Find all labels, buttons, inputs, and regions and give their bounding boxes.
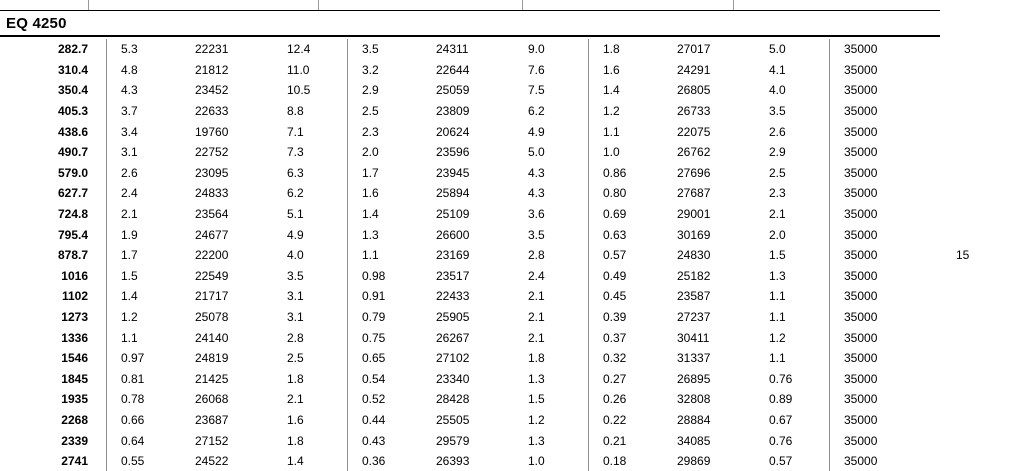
cell-g3-a: 1.0 xyxy=(603,145,620,160)
cell-extra xyxy=(934,204,1026,225)
cell-g1-b: 23687 xyxy=(195,412,229,427)
cell-g1-c: 1.8 xyxy=(287,433,304,448)
cell-g1-b: 24677 xyxy=(195,227,229,242)
cell-g1-b: 23564 xyxy=(195,207,229,222)
cell-g2-a: 0.79 xyxy=(362,310,386,325)
cell-g3-a: 0.45 xyxy=(603,289,627,304)
table-row xyxy=(0,266,1026,287)
cell-extra xyxy=(934,142,1026,163)
cell-g3-a: 0.80 xyxy=(603,186,627,201)
cell-g3-c: 0.67 xyxy=(769,412,793,427)
cell-g1-b: 22752 xyxy=(195,145,229,160)
column-divider xyxy=(522,0,523,10)
cell-final: 35000 xyxy=(844,371,878,386)
row-label-cell: 878.7 xyxy=(57,248,88,263)
cell-g2-c: 1.3 xyxy=(528,371,545,386)
cell-g1-c: 1.8 xyxy=(287,371,304,386)
table-body xyxy=(0,39,1026,471)
cell-g1-a: 3.4 xyxy=(121,124,138,139)
cell-g2-a: 0.36 xyxy=(362,454,386,469)
cell-extra: 15 xyxy=(956,248,970,263)
cell-g3-b: 26895 xyxy=(677,371,711,386)
row-label-cell: 490.7 xyxy=(57,145,88,160)
cell-g1-a: 1.4 xyxy=(121,289,138,304)
cell-g1-b: 24140 xyxy=(195,330,229,345)
column-divider xyxy=(88,0,89,10)
row-label-cell: 1273 xyxy=(61,310,88,325)
cell-g1-a: 0.81 xyxy=(121,371,145,386)
cell-g2-b: 23596 xyxy=(436,145,470,160)
cell-g2-c: 4.3 xyxy=(528,186,545,201)
cell-g2-b: 22644 xyxy=(436,62,470,77)
cell-g2-b: 23340 xyxy=(436,371,470,386)
cell-g3-b: 34085 xyxy=(677,433,711,448)
cell-g2-b: 25109 xyxy=(436,207,470,222)
column-divider xyxy=(733,0,734,10)
cell-g3-b: 27696 xyxy=(677,165,711,180)
cell-extra xyxy=(934,60,1026,81)
cell-g3-c: 1.1 xyxy=(769,310,786,325)
cell-g3-c: 0.76 xyxy=(769,433,793,448)
cell-g3-a: 0.63 xyxy=(603,227,627,242)
cell-g2-b: 25905 xyxy=(436,310,470,325)
cell-g2-a: 1.7 xyxy=(362,165,379,180)
cell-g3-c: 1.2 xyxy=(769,330,786,345)
table-row xyxy=(0,389,1026,410)
cell-final: 35000 xyxy=(844,412,878,427)
cell-g3-c: 2.0 xyxy=(769,227,786,242)
row-label-cell: 350.4 xyxy=(57,83,88,98)
cell-g3-c: 1.5 xyxy=(769,248,786,263)
cell-g2-a: 0.44 xyxy=(362,412,386,427)
cell-g3-b: 23587 xyxy=(677,289,711,304)
row-label-cell: 1546 xyxy=(61,351,88,366)
cell-g2-b: 23517 xyxy=(436,268,470,283)
cell-g2-b: 26600 xyxy=(436,227,470,242)
cell-g1-a: 1.1 xyxy=(121,330,138,345)
cell-g2-c: 2.1 xyxy=(528,330,545,345)
cell-g1-b: 21425 xyxy=(195,371,229,386)
cell-g1-a: 0.64 xyxy=(121,433,145,448)
cell-g2-c: 7.6 xyxy=(528,62,545,77)
cell-g1-b: 22200 xyxy=(195,248,229,263)
cell-g1-a: 2.6 xyxy=(121,165,138,180)
row-label-cell: 724.8 xyxy=(57,207,88,222)
cell-g3-a: 0.39 xyxy=(603,310,627,325)
cell-extra xyxy=(934,410,1026,431)
cell-g3-b: 27237 xyxy=(677,310,711,325)
cell-g3-a: 0.32 xyxy=(603,351,627,366)
table-row xyxy=(0,369,1026,390)
cell-g2-b: 23809 xyxy=(436,104,470,119)
cell-final: 35000 xyxy=(844,227,878,242)
page-title: EQ 4250 xyxy=(6,14,67,32)
cell-g1-b: 27152 xyxy=(195,433,229,448)
cell-g2-c: 6.2 xyxy=(528,104,545,119)
cell-g2-b: 25894 xyxy=(436,186,470,201)
table-row xyxy=(0,451,1026,471)
cell-g1-c: 7.1 xyxy=(287,124,304,139)
cell-g3-b: 30411 xyxy=(677,330,710,345)
cell-g1-b: 22231 xyxy=(195,42,229,57)
row-label-cell: 310.4 xyxy=(57,62,88,77)
cell-g3-b: 29869 xyxy=(677,454,711,469)
cell-final: 35000 xyxy=(844,145,878,160)
cell-final: 35000 xyxy=(844,289,878,304)
cell-g2-a: 2.9 xyxy=(362,83,379,98)
cell-g3-b: 29001 xyxy=(677,207,711,222)
cell-g2-b: 24311 xyxy=(436,42,469,57)
cell-final: 35000 xyxy=(844,248,878,263)
cell-extra xyxy=(934,369,1026,390)
cell-g2-a: 2.5 xyxy=(362,104,379,119)
cell-extra xyxy=(934,121,1026,142)
cell-g1-c: 1.6 xyxy=(287,412,304,427)
cell-g3-a: 1.4 xyxy=(603,83,620,98)
cell-g2-a: 1.1 xyxy=(362,248,379,263)
cell-g2-a: 1.3 xyxy=(362,227,379,242)
cell-g3-a: 0.18 xyxy=(603,454,627,469)
cell-g3-b: 26805 xyxy=(677,83,711,98)
cell-g1-a: 1.7 xyxy=(121,248,138,263)
cell-g2-c: 1.0 xyxy=(528,454,545,469)
cell-g3-c: 1.1 xyxy=(769,289,786,304)
cell-extra xyxy=(934,451,1026,471)
cell-g1-a: 0.97 xyxy=(121,351,145,366)
cell-g2-a: 0.91 xyxy=(362,289,386,304)
cell-g3-c: 2.3 xyxy=(769,186,786,201)
cell-g2-a: 1.6 xyxy=(362,186,379,201)
data-table xyxy=(0,39,1026,471)
table-row xyxy=(0,286,1026,307)
cell-extra xyxy=(934,266,1026,287)
cell-g2-c: 5.0 xyxy=(528,145,545,160)
cell-g3-c: 1.1 xyxy=(769,351,786,366)
cell-g2-c: 4.9 xyxy=(528,124,545,139)
cell-final: 35000 xyxy=(844,433,878,448)
cell-g1-a: 3.7 xyxy=(121,104,138,119)
cell-g3-c: 0.57 xyxy=(769,454,793,469)
cell-g1-b: 24819 xyxy=(195,351,229,366)
cell-g1-b: 25078 xyxy=(195,310,229,325)
table-row xyxy=(0,163,1026,184)
cell-g1-c: 3.1 xyxy=(287,289,304,304)
cell-g2-c: 2.8 xyxy=(528,248,545,263)
row-label-cell: 1016 xyxy=(61,268,88,283)
cell-g3-b: 32808 xyxy=(677,392,711,407)
cell-final: 35000 xyxy=(844,454,878,469)
cell-g3-a: 0.69 xyxy=(603,207,627,222)
cell-g2-b: 25059 xyxy=(436,83,470,98)
cell-g1-a: 4.3 xyxy=(121,83,138,98)
cell-g3-b: 27017 xyxy=(677,42,711,57)
cell-extra xyxy=(934,80,1026,101)
cell-g1-b: 24833 xyxy=(195,186,229,201)
cell-g1-c: 6.2 xyxy=(287,186,304,201)
cell-g3-c: 2.6 xyxy=(769,124,786,139)
cell-g1-c: 3.1 xyxy=(287,310,304,325)
table-row xyxy=(0,327,1026,348)
cell-g3-a: 0.22 xyxy=(603,412,627,427)
cell-g2-c: 4.3 xyxy=(528,165,545,180)
cell-g2-c: 1.8 xyxy=(528,351,545,366)
cell-g3-a: 0.57 xyxy=(603,248,627,263)
cell-g2-b: 26267 xyxy=(436,330,470,345)
row-label-cell: 1336 xyxy=(61,330,88,345)
cell-g1-a: 0.66 xyxy=(121,412,145,427)
cell-final: 35000 xyxy=(844,62,878,77)
cell-g1-c: 6.3 xyxy=(287,165,304,180)
cell-g2-a: 2.0 xyxy=(362,145,379,160)
cell-g2-b: 20624 xyxy=(436,124,470,139)
table-row xyxy=(0,430,1026,451)
cell-final: 35000 xyxy=(844,186,878,201)
cell-g1-b: 24522 xyxy=(195,454,229,469)
table-row xyxy=(0,121,1026,142)
cell-extra xyxy=(934,286,1026,307)
cell-g1-c: 3.5 xyxy=(287,268,304,283)
cell-g1-b: 22549 xyxy=(195,268,229,283)
cell-g1-a: 3.1 xyxy=(121,145,138,160)
cell-g1-c: 2.8 xyxy=(287,330,304,345)
cell-g1-a: 0.78 xyxy=(121,392,145,407)
cell-g3-b: 26733 xyxy=(677,104,711,119)
cell-extra xyxy=(934,183,1026,204)
cell-g2-c: 1.2 xyxy=(528,412,545,427)
cell-g3-b: 31337 xyxy=(677,351,711,366)
cell-g3-b: 24291 xyxy=(677,62,711,77)
cell-g3-a: 0.26 xyxy=(603,392,627,407)
cell-g1-a: 4.8 xyxy=(121,62,138,77)
column-divider xyxy=(318,0,319,10)
cell-final: 35000 xyxy=(844,104,878,119)
cell-extra xyxy=(934,39,1026,60)
cell-g1-b: 23095 xyxy=(195,165,229,180)
cell-g1-a: 5.3 xyxy=(121,42,138,57)
cell-g2-a: 3.2 xyxy=(362,62,379,77)
cell-g2-c: 2.1 xyxy=(528,310,545,325)
cell-g2-b: 28428 xyxy=(436,392,470,407)
cell-g2-b: 29579 xyxy=(436,433,470,448)
cell-g3-b: 30169 xyxy=(677,227,711,242)
cell-g1-b: 23452 xyxy=(195,83,229,98)
cell-g2-c: 9.0 xyxy=(528,42,545,57)
cell-g3-a: 0.49 xyxy=(603,268,627,283)
cell-g1-a: 1.2 xyxy=(121,310,138,325)
cell-g1-b: 19760 xyxy=(195,124,229,139)
cell-extra xyxy=(934,348,1026,369)
table-row xyxy=(0,60,1026,81)
cell-g3-a: 0.21 xyxy=(603,433,627,448)
cell-g3-a: 1.1 xyxy=(603,124,620,139)
cell-g1-c: 5.1 xyxy=(287,207,304,222)
cell-g3-b: 24830 xyxy=(677,248,711,263)
cell-g2-c: 1.3 xyxy=(528,433,545,448)
table-row xyxy=(0,307,1026,328)
table-row xyxy=(0,183,1026,204)
cell-g2-b: 23169 xyxy=(436,248,470,263)
cell-g2-c: 1.5 xyxy=(528,392,545,407)
row-label-cell: 2339 xyxy=(61,433,88,448)
cell-extra xyxy=(934,389,1026,410)
table-row xyxy=(0,142,1026,163)
cell-g3-a: 1.6 xyxy=(603,62,620,77)
row-label-cell: 2268 xyxy=(61,412,88,427)
cell-final: 35000 xyxy=(844,351,878,366)
cell-final: 35000 xyxy=(844,207,878,222)
cell-extra xyxy=(934,430,1026,451)
cell-g3-c: 4.0 xyxy=(769,83,786,98)
cell-g2-a: 0.43 xyxy=(362,433,386,448)
cell-g3-b: 22075 xyxy=(677,124,711,139)
cell-extra xyxy=(934,307,1026,328)
cell-g2-a: 2.3 xyxy=(362,124,379,139)
cell-g3-a: 0.37 xyxy=(603,330,627,345)
cell-g1-a: 1.5 xyxy=(121,268,138,283)
table-row xyxy=(0,245,1026,266)
cell-g1-b: 22633 xyxy=(195,104,229,119)
row-label-cell: 438.6 xyxy=(57,124,88,139)
cell-g2-b: 23945 xyxy=(436,165,470,180)
cell-g3-c: 2.5 xyxy=(769,165,786,180)
cell-g1-c: 8.8 xyxy=(287,104,304,119)
cell-g1-b: 21812 xyxy=(195,62,229,77)
table-row xyxy=(0,410,1026,431)
cell-g2-a: 0.52 xyxy=(362,392,386,407)
section-title-bar xyxy=(0,11,940,37)
cell-extra xyxy=(934,101,1026,122)
cell-g1-b: 26068 xyxy=(195,392,229,407)
row-label-cell: 1102 xyxy=(61,289,88,304)
cell-final: 35000 xyxy=(844,330,878,345)
row-label-cell: 627.7 xyxy=(57,186,88,201)
cell-g1-a: 2.1 xyxy=(121,207,138,222)
cell-g2-c: 2.4 xyxy=(528,268,545,283)
cell-extra xyxy=(934,327,1026,348)
cell-g2-a: 0.98 xyxy=(362,268,386,283)
cell-g2-c: 3.6 xyxy=(528,207,545,222)
row-label-cell: 2741 xyxy=(61,454,88,469)
cell-g2-a: 1.4 xyxy=(362,207,379,222)
cell-g3-c: 4.1 xyxy=(769,62,786,77)
cell-extra xyxy=(934,224,1026,245)
cell-g2-a: 0.65 xyxy=(362,351,386,366)
cell-g3-c: 5.0 xyxy=(769,42,786,57)
cell-final: 35000 xyxy=(844,83,878,98)
cell-g3-a: 1.8 xyxy=(603,42,620,57)
cell-extra xyxy=(934,163,1026,184)
cell-g2-b: 27102 xyxy=(436,351,470,366)
cell-g2-b: 25505 xyxy=(436,412,470,427)
cell-g2-a: 0.54 xyxy=(362,371,386,386)
cell-g3-c: 2.1 xyxy=(769,207,786,222)
cell-g3-b: 28884 xyxy=(677,412,711,427)
row-label-cell: 405.3 xyxy=(57,104,88,119)
cell-g3-c: 0.89 xyxy=(769,392,793,407)
table-row xyxy=(0,224,1026,245)
cell-g1-c: 2.1 xyxy=(287,392,304,407)
cell-final: 35000 xyxy=(844,124,878,139)
cell-g1-c: 4.9 xyxy=(287,227,304,242)
cell-g2-b: 26393 xyxy=(436,454,470,469)
cell-g2-c: 7.5 xyxy=(528,83,545,98)
cell-g2-b: 22433 xyxy=(436,289,470,304)
cell-g3-c: 2.9 xyxy=(769,145,786,160)
cell-g1-a: 1.9 xyxy=(121,227,138,242)
table-row xyxy=(0,39,1026,60)
top-partial-row-strip xyxy=(0,0,940,11)
cell-g1-c: 4.0 xyxy=(287,248,304,263)
cell-g2-c: 2.1 xyxy=(528,289,545,304)
row-label-cell: 282.7 xyxy=(57,42,88,57)
cell-g1-c: 12.4 xyxy=(287,42,311,57)
row-label-cell: 1935 xyxy=(61,392,88,407)
cell-g1-c: 10.5 xyxy=(287,83,311,98)
cell-g3-b: 25182 xyxy=(677,268,711,283)
cell-g3-c: 3.5 xyxy=(769,104,786,119)
cell-g2-c: 3.5 xyxy=(528,227,545,242)
cell-g1-c: 7.3 xyxy=(287,145,304,160)
cell-final: 35000 xyxy=(844,268,878,283)
cell-g2-a: 3.5 xyxy=(362,42,379,57)
cell-g3-b: 27687 xyxy=(677,186,711,201)
cell-final: 35000 xyxy=(844,392,878,407)
cell-g3-a: 1.2 xyxy=(603,104,620,119)
cell-g3-c: 1.3 xyxy=(769,268,786,283)
cell-g1-c: 11.0 xyxy=(287,62,310,77)
row-label-cell: 1845 xyxy=(61,371,88,386)
table-row xyxy=(0,348,1026,369)
row-label-cell: 795.4 xyxy=(57,227,88,242)
cell-g1-a: 2.4 xyxy=(121,186,138,201)
cell-g3-b: 26762 xyxy=(677,145,711,160)
cell-final: 35000 xyxy=(844,42,878,57)
cell-g3-c: 0.76 xyxy=(769,371,793,386)
cell-g3-a: 0.27 xyxy=(603,371,627,386)
cell-g1-c: 2.5 xyxy=(287,351,304,366)
cell-g1-a: 0.55 xyxy=(121,454,145,469)
row-label-cell: 579.0 xyxy=(57,165,88,180)
cell-g2-a: 0.75 xyxy=(362,330,386,345)
cell-g1-b: 21717 xyxy=(195,289,229,304)
cell-g1-c: 1.4 xyxy=(287,454,304,469)
cell-final: 35000 xyxy=(844,165,878,180)
cell-g3-a: 0.86 xyxy=(603,165,627,180)
table-row xyxy=(0,204,1026,225)
cell-final: 35000 xyxy=(844,310,878,325)
table-row xyxy=(0,101,1026,122)
table-row xyxy=(0,80,1026,101)
